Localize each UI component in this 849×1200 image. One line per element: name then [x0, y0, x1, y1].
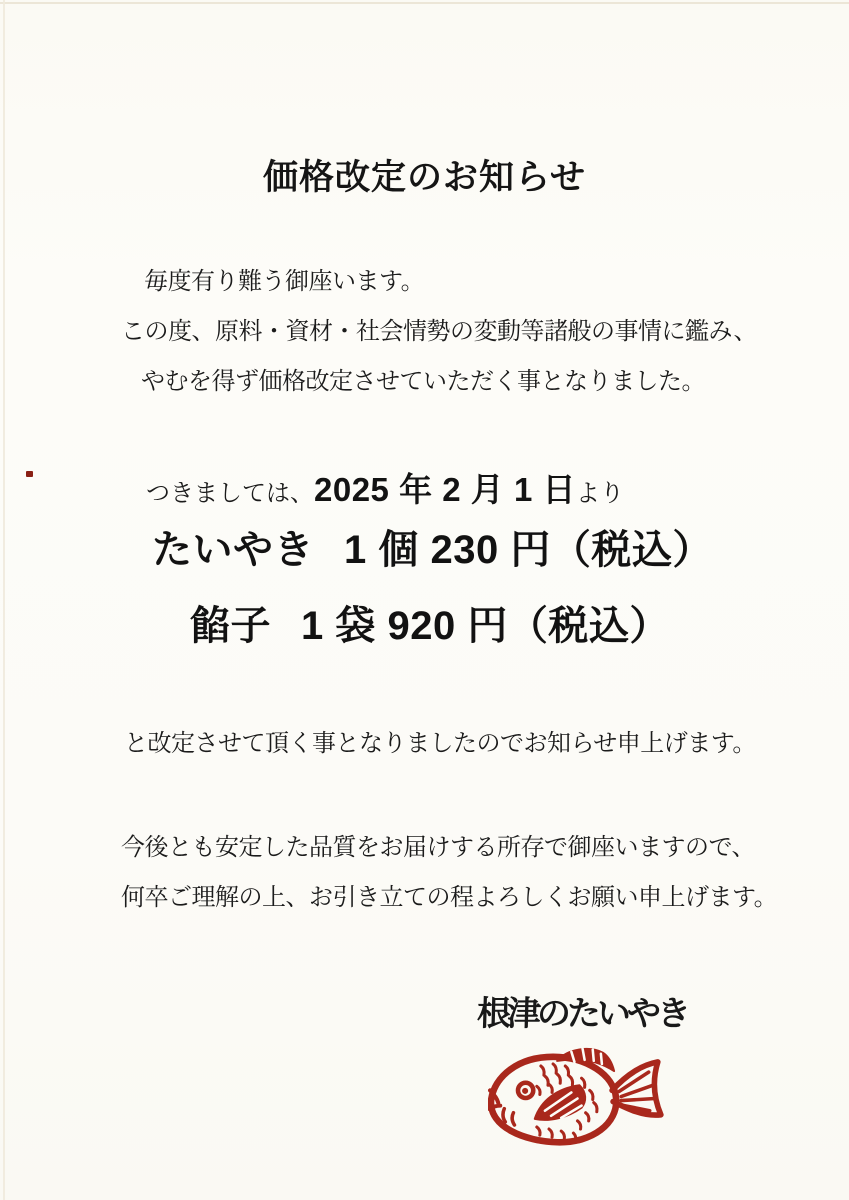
effective-date-suffix: より: [575, 481, 624, 507]
price-item-detail: 1 袋 920 円（税込）: [301, 604, 670, 648]
scan-speck: [26, 471, 33, 477]
fish-stamp-icon: [488, 1046, 668, 1148]
page-title: 価格改定のお知らせ: [263, 158, 586, 197]
price-item-name: たいやき: [152, 528, 314, 572]
effective-date-line: [146, 464, 624, 511]
price-item-detail: 1 個 230 円（税込）: [344, 528, 713, 572]
announcement-line: と改定させて頂く事となりましたのでお知らせ申上げます。: [124, 731, 756, 757]
scan-edge-top: [0, 2, 849, 4]
closing-line-2: 何卒ご理解の上、お引き立ての程よろしくお願い申上げます。: [121, 885, 778, 911]
greeting-line: 毎度有り難う御座います。: [144, 269, 425, 295]
closing-line-1: 今後とも安定した品質をお届けする所存で御座いますので、: [121, 835, 756, 861]
price-row-taiyaki: [152, 518, 713, 575]
effective-date: 2025 年 2 月 1 日: [314, 471, 576, 508]
effective-date-prefix: つきましては、: [146, 481, 314, 507]
reason-line-1: この度、原料・資材・社会情勢の変動等諸般の事情に鑑み、: [121, 319, 757, 345]
price-item-name: 餡子: [190, 604, 271, 648]
price-row-anko: [190, 594, 670, 651]
shop-signature: 根津のたいやき: [476, 995, 688, 1033]
reason-line-2: やむを得ず価格改定させていただく事となりました。: [141, 369, 705, 395]
